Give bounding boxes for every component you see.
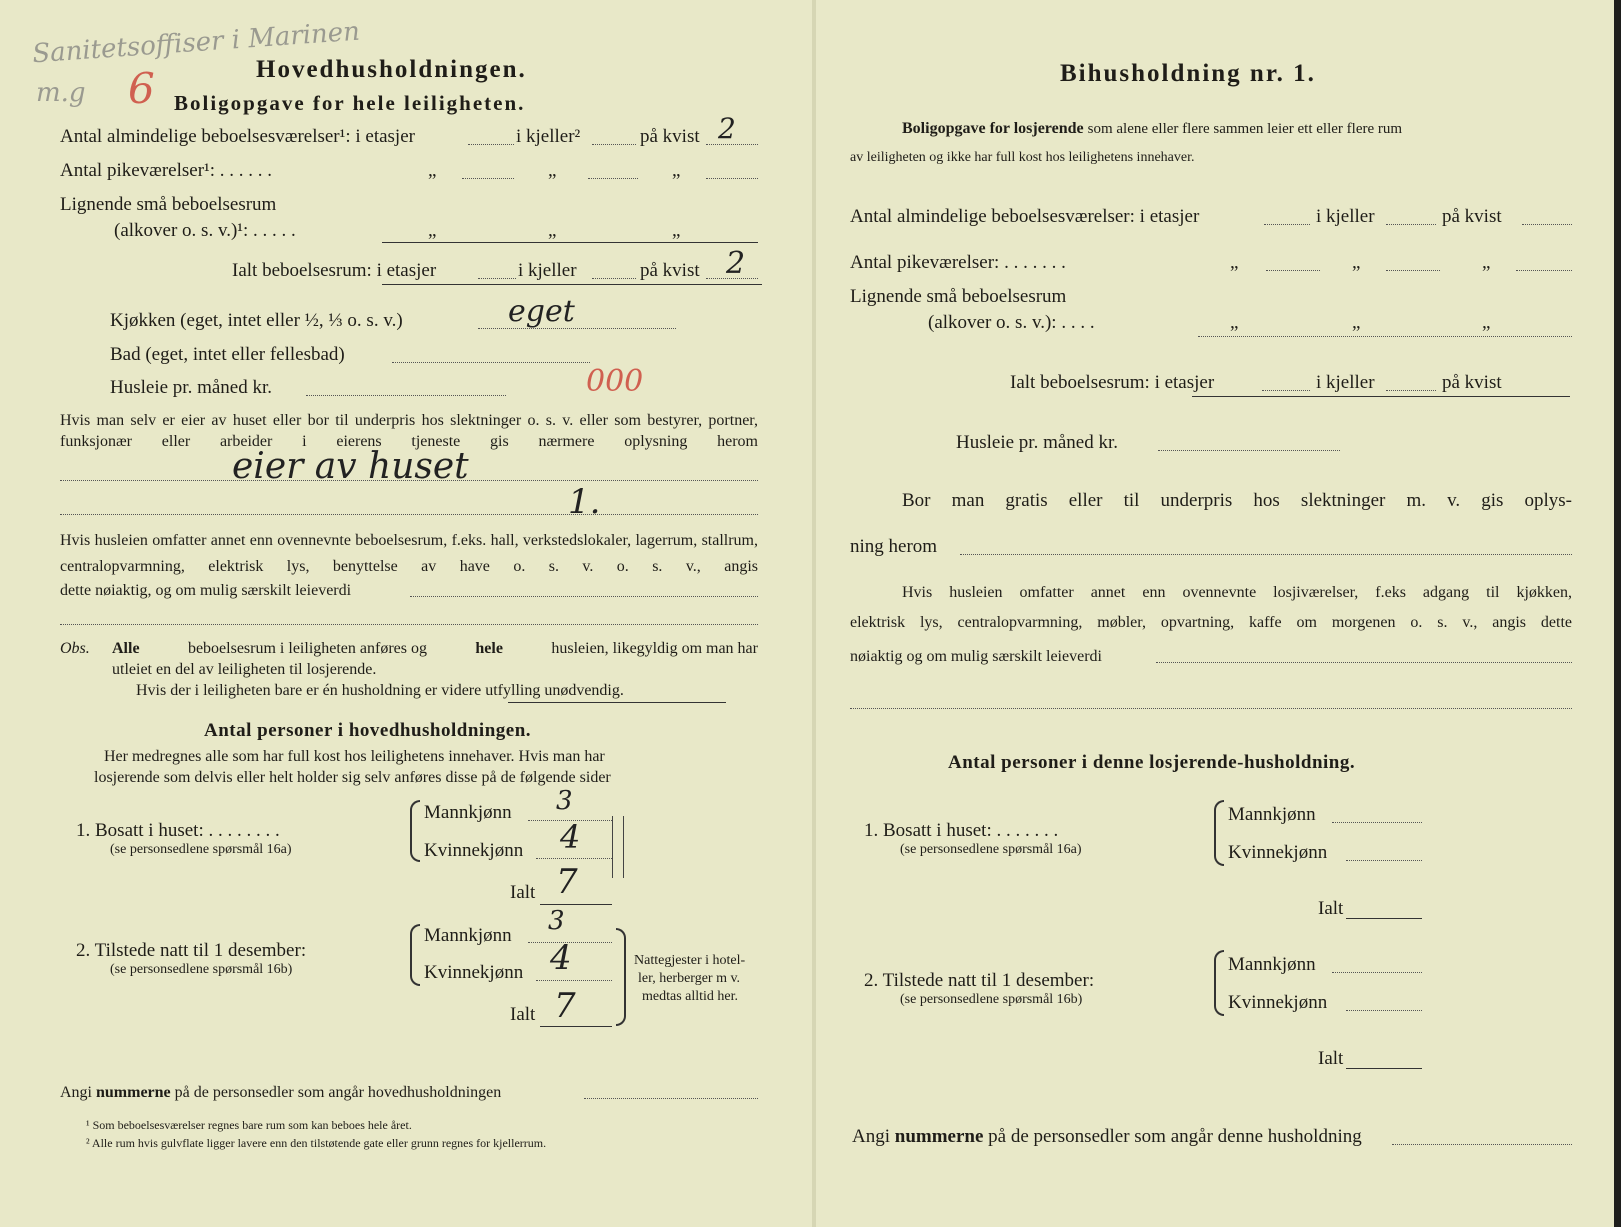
rent-field[interactable] bbox=[306, 395, 506, 396]
present-female-field[interactable] bbox=[536, 980, 612, 981]
maid-kvist-field[interactable] bbox=[706, 178, 758, 179]
lodger-kvist-label: på kvist bbox=[1442, 206, 1502, 227]
lodger-present-total-field[interactable] bbox=[1346, 1068, 1422, 1069]
numbers-bold: nummerne bbox=[894, 1126, 984, 1147]
total-rooms-label: Ialt beboelsesrum: i etasjer bbox=[232, 260, 437, 281]
ditto-mark: „ bbox=[1230, 252, 1239, 273]
lodger-extras-2: elektrisk lys, centralopvarmning, møbler, opvartning, kaffe om morgenen o. s. v., angis dette bbox=[850, 614, 1572, 631]
numbers-field[interactable] bbox=[584, 1098, 758, 1099]
total-etasjer-field[interactable] bbox=[478, 278, 516, 279]
rooms-kvist-value: 2 bbox=[718, 112, 736, 145]
numbers-post: på de personsedler som angår hovedhusholdningen bbox=[174, 1084, 502, 1101]
extras-field-2[interactable] bbox=[60, 624, 758, 625]
lodger-maid-kvist-field[interactable] bbox=[1516, 270, 1572, 271]
lodger-kjeller-label: i kjeller bbox=[1316, 206, 1375, 227]
brace bbox=[1214, 800, 1224, 866]
persons-title: Antal personer i hovedhusholdningen. bbox=[204, 720, 532, 741]
alcove-label: Lignende små beboelsesrum bbox=[60, 194, 277, 215]
female-label: Kvinnekjønn bbox=[424, 962, 524, 983]
lodger-persons-title: Antal personer i denne losjerende-husholdning. bbox=[948, 752, 1356, 773]
male-label: Mannkjønn bbox=[1228, 804, 1316, 825]
lodger-alcove-sub: (alkover o. s. v.): . . . . bbox=[928, 312, 1095, 333]
ditto-mark: „ bbox=[1482, 312, 1491, 333]
ditto-mark: „ bbox=[428, 160, 437, 181]
resident-male-value: 3 bbox=[556, 786, 573, 816]
present-total-value: 7 bbox=[554, 986, 576, 1026]
brace bbox=[1214, 950, 1224, 1016]
rooms-etasjer-field[interactable] bbox=[468, 144, 514, 145]
tick-mark: 1. bbox=[568, 482, 601, 522]
total-label: Ialt bbox=[510, 1004, 536, 1025]
check-mark bbox=[612, 816, 624, 878]
lodger-resident-female-field[interactable] bbox=[1346, 860, 1422, 861]
lodger-present-sub: (se personsedlene spørsmål 16b) bbox=[900, 992, 1083, 1007]
lodger-maid-kjeller-field[interactable] bbox=[1386, 270, 1440, 271]
total-label: Ialt bbox=[1318, 898, 1344, 919]
obs-underline bbox=[508, 702, 726, 703]
page-fold bbox=[812, 0, 816, 1227]
bath-label: Bad (eget, intet eller fellesbad) bbox=[110, 344, 345, 365]
rooms-label: Antal almindelige beboelsesværelser¹: i etasjer bbox=[60, 126, 415, 147]
brace bbox=[616, 928, 626, 1026]
male-label: Mannkjønn bbox=[424, 925, 512, 946]
total-kjeller-label: i kjeller bbox=[518, 260, 577, 281]
lodger-maid-etasjer-field[interactable] bbox=[1266, 270, 1320, 271]
lodger-numbers-field[interactable] bbox=[1392, 1144, 1572, 1145]
lodger-rooms-kvist-field[interactable] bbox=[1522, 224, 1572, 225]
page-subtitle: Boligopgave for hele leiligheten. bbox=[174, 91, 526, 115]
male-label: Mannkjønn bbox=[424, 802, 512, 823]
obs-line-2: utleiet en del av leiligheten til losjerende. bbox=[112, 661, 377, 678]
lodger-maid-label: Antal pikeværelser: . . . . . . . bbox=[850, 252, 1066, 273]
lodger-extras-field[interactable] bbox=[1156, 662, 1572, 663]
extras-field[interactable] bbox=[410, 596, 758, 597]
night-guests-note-2: ler, herberger m v. bbox=[638, 971, 741, 986]
female-label: Kvinnekjønn bbox=[424, 840, 524, 861]
owner-field-1[interactable] bbox=[60, 480, 758, 481]
lodger-gratis-1: Bor man gratis eller til underpris hos slektninger m. v. gis oplys- bbox=[902, 490, 1572, 511]
page-title: Hovedhusholdningen. bbox=[256, 56, 527, 83]
lodger-intro-bold: Boligopgave for losjerende bbox=[902, 120, 1084, 137]
obs-label: Obs. bbox=[60, 640, 90, 657]
lodger-total-etasjer-field[interactable] bbox=[1262, 390, 1310, 391]
lodger-resident-male-field[interactable] bbox=[1332, 822, 1422, 823]
lodger-gratis-field[interactable] bbox=[960, 554, 1572, 555]
obs-line-1 bbox=[112, 640, 758, 658]
total-label: Ialt bbox=[510, 882, 536, 903]
night-guests-note-1: Nattegjester i hotel- bbox=[634, 953, 746, 968]
lodger-alcove-rule bbox=[1198, 336, 1572, 337]
male-label: Mannkjønn bbox=[1228, 954, 1316, 975]
mg-label: m.g bbox=[36, 78, 86, 108]
footnote-2: ² Alle rum hvis gulvflate ligger lavere enn den tilstøtende gate eller grunn regnes for kjellerrum. bbox=[86, 1136, 547, 1150]
lodger-resident-sub: (se personsedlene spørsmål 16a) bbox=[900, 842, 1082, 857]
lodger-rooms-etasjer-field[interactable] bbox=[1264, 224, 1310, 225]
lodger-extras-3: nøiaktig og om mulig særskilt leieverdi bbox=[850, 648, 1102, 665]
owner-instructions: Hvis man selv er eier av huset eller bor til underpris hos slektninger o. s. v. eller som bestyrer, portner, funksjonær eller arbeider i eierens tjeneste gis nærmere oplysning herom bbox=[60, 412, 758, 450]
maid-etasjer-field[interactable] bbox=[462, 178, 514, 179]
lodger-total-label: Ialt beboelsesrum: i etasjer bbox=[1010, 372, 1215, 393]
lodger-rooms-kjeller-field[interactable] bbox=[1386, 224, 1436, 225]
lodger-rent-label: Husleie pr. måned kr. bbox=[956, 432, 1118, 453]
extras-instructions: Hvis husleien omfatter annet enn ovennevnte beboelsesrum, f.eks. hall, verkstedslokaler, lagerrum, stallrum, centralopvarmning, elektrisk lys, benyttelse av have o. s. v. o. s. v., angis bbox=[60, 532, 758, 575]
persons-text-1: Her medregnes alle som har full kost hos leilighetens innehaver. Hvis man har bbox=[104, 748, 605, 765]
lodger-resident-total-field[interactable] bbox=[1346, 918, 1422, 919]
ditto-mark: „ bbox=[548, 220, 557, 241]
kitchen-label: Kjøkken (eget, intet eller ½, ⅓ o. s. v.) bbox=[110, 310, 403, 331]
ditto-mark: „ bbox=[428, 220, 437, 241]
margin-note: Sanitetsoffiser i Marinen bbox=[31, 16, 361, 70]
ditto-mark: „ bbox=[1230, 312, 1239, 333]
numbers-line bbox=[60, 1084, 501, 1102]
lodger-numbers-line bbox=[852, 1126, 1362, 1148]
night-guests-note-3: medtas alltid her. bbox=[642, 989, 739, 1004]
resident-label: 1. Bosatt i huset: . . . . . . . . bbox=[76, 820, 280, 841]
total-label: Ialt bbox=[1318, 1048, 1344, 1069]
lodger-intro-text: som alene eller flere sammen leier ett eller flere rum bbox=[1087, 121, 1403, 137]
total-kvist-label: på kvist bbox=[640, 260, 700, 281]
present-sub: (se personsedlene spørsmål 16b) bbox=[110, 962, 293, 977]
lodger-present-male-field[interactable] bbox=[1332, 972, 1422, 973]
rent-value: 000 bbox=[586, 364, 644, 399]
household-number: 6 bbox=[128, 64, 155, 113]
obs-alle: Alle bbox=[112, 640, 140, 657]
numbers-pre: Angi bbox=[60, 1084, 92, 1101]
lodger-present-label: 2. Tilstede natt til 1 desember: bbox=[864, 970, 1095, 991]
lodger-total-kjeller-field[interactable] bbox=[1386, 390, 1436, 391]
resident-female-value: 4 bbox=[560, 818, 581, 856]
present-male-value: 3 bbox=[548, 906, 565, 936]
kitchen-value: eget bbox=[508, 294, 575, 329]
lodger-alcove-label: Lignende små beboelsesrum bbox=[850, 286, 1067, 307]
bath-field[interactable] bbox=[392, 362, 590, 363]
lodger-title: Bihusholdning nr. 1. bbox=[1060, 60, 1316, 87]
rent-label: Husleie pr. måned kr. bbox=[110, 377, 272, 398]
rooms-kjeller-field[interactable] bbox=[592, 144, 636, 145]
lodger-rooms-label: Antal almindelige beboelsesværelser: i etasjer bbox=[850, 206, 1200, 227]
numbers-pre: Angi bbox=[852, 1126, 890, 1147]
resident-female-field[interactable] bbox=[536, 858, 612, 859]
kjeller-label: i kjeller² bbox=[516, 126, 581, 147]
female-label: Kvinnekjønn bbox=[1228, 992, 1328, 1013]
lodger-intro-2: av leiligheten og ikke har full kost hos leilighetens innehaver. bbox=[850, 150, 1195, 165]
extras-tail: dette nøiaktig, og om mulig særskilt leieverdi bbox=[60, 582, 352, 599]
numbers-post: på de personsedler som angår denne husholdning bbox=[988, 1126, 1362, 1147]
total-kjeller-field[interactable] bbox=[592, 278, 636, 279]
footnote-1: ¹ Som beboelsesværelser regnes bare rum som kan beboes hele året. bbox=[86, 1118, 412, 1132]
obs-hele: hele bbox=[475, 640, 503, 657]
total-kvist-value: 2 bbox=[726, 246, 746, 281]
maid-rooms-label: Antal pikeværelser¹: . . . . . . bbox=[60, 160, 273, 181]
female-label: Kvinnekjønn bbox=[1228, 842, 1328, 863]
lodger-total-rule bbox=[1192, 396, 1570, 397]
lodger-total-kjeller-label: i kjeller bbox=[1316, 372, 1375, 393]
brace bbox=[410, 924, 420, 986]
persons-text-2: losjerende som delvis eller helt holder sig selv anføres disse på de følgende sider bbox=[94, 769, 611, 786]
present-female-value: 4 bbox=[550, 938, 572, 978]
lodger-intro bbox=[902, 120, 1402, 138]
numbers-bold: nummerne bbox=[96, 1084, 171, 1101]
brace bbox=[410, 800, 420, 862]
ditto-mark: „ bbox=[672, 160, 681, 181]
resident-total-value: 7 bbox=[556, 862, 578, 902]
present-label: 2. Tilstede natt til 1 desember: bbox=[76, 940, 307, 961]
ditto-mark: „ bbox=[548, 160, 557, 181]
obs-text-1: beboelsesrum i leiligheten anføres og bbox=[187, 640, 427, 657]
ditto-mark: „ bbox=[1352, 312, 1361, 333]
alcove-rule bbox=[382, 242, 758, 243]
lodger-rent-field[interactable] bbox=[1158, 450, 1340, 451]
ditto-mark: „ bbox=[1352, 252, 1361, 273]
alcove-label-sub: (alkover o. s. v.)¹: . . . . . bbox=[114, 220, 296, 241]
obs-line-3: Hvis der i leiligheten bare er én husholdning er videre utfylling unødvendig. bbox=[136, 682, 624, 699]
kvist-label: på kvist bbox=[640, 126, 700, 147]
resident-sub: (se personsedlene spørsmål 16a) bbox=[110, 842, 292, 857]
present-total-field[interactable] bbox=[540, 1026, 612, 1027]
total-rule bbox=[382, 284, 762, 285]
lodger-extras-1: Hvis husleien omfatter annet enn ovennevnte losjiværelser, f.eks adgang til kjøkken, bbox=[902, 584, 1572, 601]
ditto-mark: „ bbox=[1482, 252, 1491, 273]
lodger-extras-field-2[interactable] bbox=[850, 708, 1572, 709]
lodger-present-female-field[interactable] bbox=[1346, 1010, 1422, 1011]
obs-text-2: husleien, likegyldig om man har bbox=[551, 640, 758, 657]
owner-value: eier av huset bbox=[232, 446, 469, 487]
maid-kjeller-field[interactable] bbox=[588, 178, 638, 179]
ditto-mark: „ bbox=[672, 220, 681, 241]
lodger-gratis-2: ning herom bbox=[850, 536, 938, 557]
resident-total-field[interactable] bbox=[540, 904, 612, 905]
lodger-total-kvist-label: på kvist bbox=[1442, 372, 1502, 393]
lodger-resident-label: 1. Bosatt i huset: . . . . . . . bbox=[864, 820, 1059, 841]
owner-field-2[interactable] bbox=[60, 514, 758, 515]
